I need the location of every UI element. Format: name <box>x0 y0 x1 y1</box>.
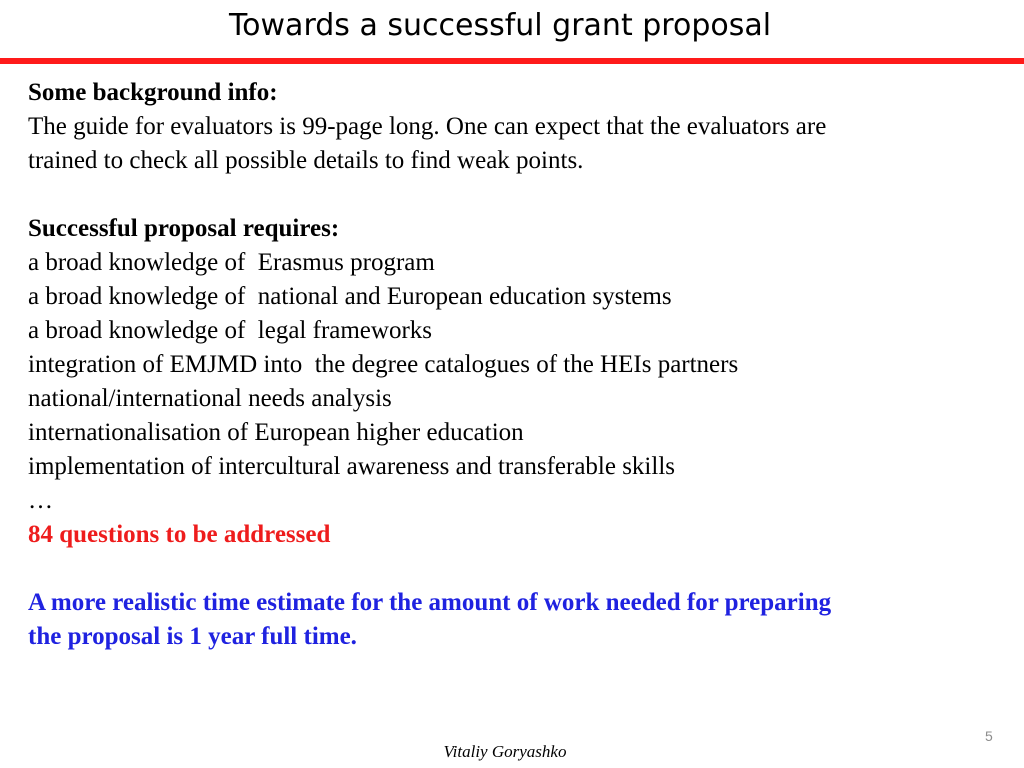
requirement-item: integration of EMJMD into the degree catalogues of the HEIs partners <box>28 351 739 378</box>
blank-spacer <box>28 178 1008 212</box>
title-underline-rule <box>0 58 1024 64</box>
background-heading: Some background info: <box>28 79 278 106</box>
requirement-item: internationalisation of European higher education <box>28 419 524 446</box>
requirement-item: a broad knowledge of Erasmus program <box>28 249 435 276</box>
questions-highlight: 84 questions to be addressed <box>28 521 331 548</box>
slide-title: Towards a successful grant proposal <box>228 8 772 43</box>
conclusion-line-2: the proposal is 1 year full time. <box>28 623 357 650</box>
requirement-item: a broad knowledge of legal frameworks <box>28 317 433 344</box>
slide-body <box>28 76 1008 654</box>
requirement-item: national/international needs analysis <box>28 385 392 412</box>
page-number: 5 <box>985 728 993 744</box>
conclusion-line-1: A more realistic time estimate for the amount of work needed for preparing <box>28 589 832 616</box>
background-line-1: The guide for evaluators is 99-page long. One can expect that the evaluators are <box>28 113 827 140</box>
requirement-item: a broad knowledge of national and European education systems <box>28 283 672 310</box>
footer-author: Vitaliy Goryashko <box>443 742 567 761</box>
blank-spacer <box>28 552 1008 586</box>
requirement-item: implementation of intercultural awareness and transferable skills <box>28 453 675 480</box>
background-line-2: trained to check all possible details to find weak points. <box>28 147 584 174</box>
requirement-ellipsis: … <box>28 487 53 514</box>
requirements-heading: Successful proposal requires: <box>28 215 340 242</box>
